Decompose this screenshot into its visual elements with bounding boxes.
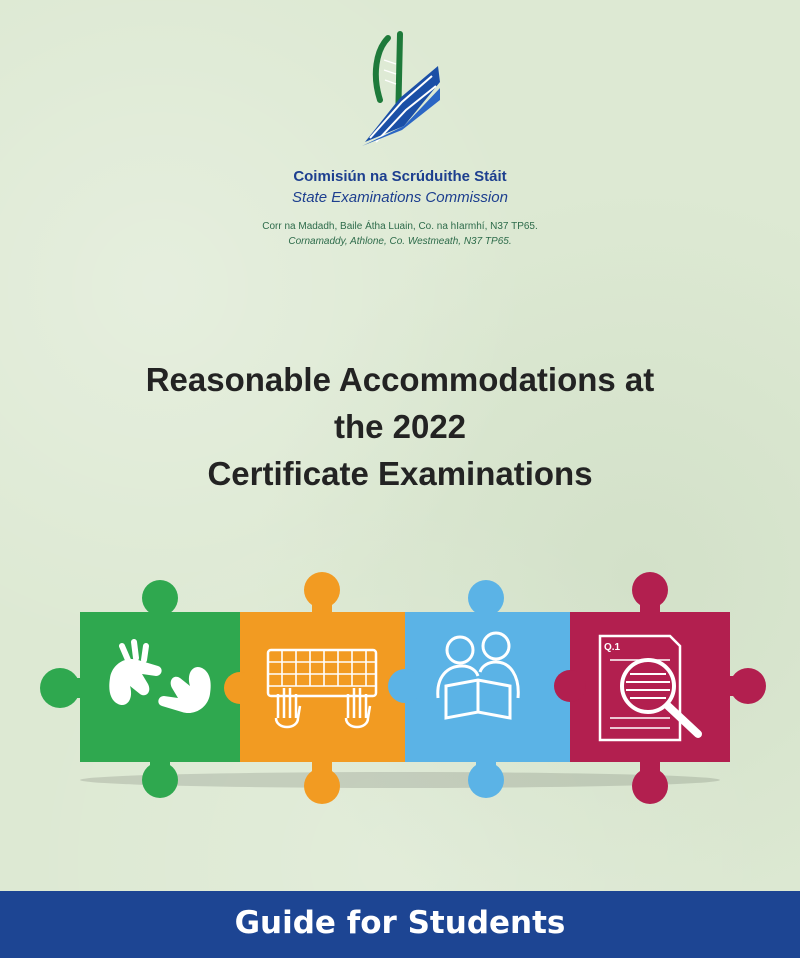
puzzle-piece-keyboard — [224, 572, 405, 804]
title-line-1: Reasonable Accommodations at — [145, 361, 655, 398]
sec-logo — [340, 30, 450, 155]
puzzle-graphic — [30, 568, 770, 808]
document-title — [0, 356, 800, 497]
address-irish: Corr na Madadh, Baile Átha Luain, Co. na hIarmhí, N37 TP65. — [262, 221, 538, 232]
address-english: Cornamaddy, Athlone, Co. Westmeath, N37 TP65. — [288, 236, 512, 247]
org-name-irish: Coimisiún na Scrúduithe Stáit — [293, 168, 507, 185]
org-name-english: State Examinations Commission — [292, 189, 508, 206]
document-label: Q.1 — [604, 642, 621, 653]
footer-banner — [0, 891, 800, 958]
title-line-3: Certificate Examinations — [207, 455, 593, 492]
puzzle-piece-magnifier — [554, 572, 766, 804]
footer-title: Guide for Students — [234, 905, 566, 941]
title-line-2: the 2022 — [333, 408, 467, 445]
